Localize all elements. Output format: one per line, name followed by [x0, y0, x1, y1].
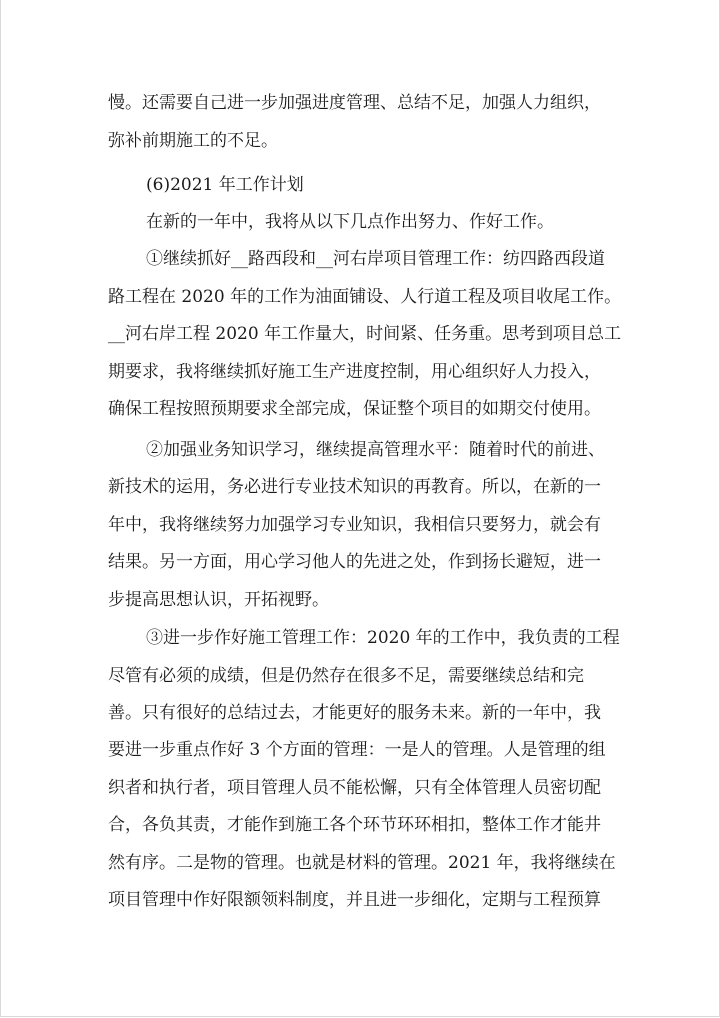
text-line: 路工程在 2020 年的工作为油面铺设、人行道工程及项目收尾工作。	[108, 287, 622, 307]
text-line: __河右岸工程 2020 年工作量大，时间紧、任务重。思考到项目总工	[108, 324, 622, 344]
text-line: 善。只有很好的总结过去，才能更好的服务未来。新的一年中，我	[108, 703, 601, 723]
text-line: 步提高思想认识，开拓视野。	[108, 590, 329, 610]
text-line: 尽管有必须的成绩，但是仍然存在很多不足，需要继续总结和完	[108, 666, 584, 686]
text-line: 年中，我将继续努力加强学习专业知识，我相信只要努力，就会有	[108, 515, 601, 535]
text-line: ①继续抓好__路西段和__河右岸项目管理工作：纺四路西段道	[146, 249, 605, 269]
text-line: 新技术的运用，务必进行专业技术知识的再教育。所以，在新的一	[108, 477, 601, 497]
text-line: 然有序。二是物的管理。也就是材料的管理。2021 年，我将继续在	[108, 853, 616, 873]
text-line: 弥补前期施工的不足。	[108, 131, 278, 151]
text-line: 确保工程按照预期要求全部完成，保证整个项目的如期交付使用。	[108, 399, 601, 419]
section-heading: (6)2021 年工作计划	[146, 175, 304, 195]
text-line: 项目管理中作好限额领料制度，并且进一步细化，定期与工程预算	[108, 890, 601, 910]
text-line: ②加强业务知识学习，继续提高管理水平：随着时代的前进、	[146, 440, 605, 460]
text-line: 要进一步重点作好 3 个方面的管理：一是人的管理。人是管理的组	[108, 740, 606, 760]
text-line: 合，各负其责，才能作到施工各个环节环环相扣，整体工作才能井	[108, 815, 601, 835]
text-line: ③进一步作好施工管理工作：2020 年的工作中，我负责的工程	[146, 628, 620, 648]
text-line: 结果。另一方面，用心学习他人的先进之处，作到扬长避短，进一	[108, 552, 601, 572]
text-line: 期要求，我将继续抓好施工生产进度控制，用心组织好人力投入，	[108, 362, 601, 382]
text-line: 在新的一年中，我将从以下几点作出努力、作好工作。	[146, 212, 554, 232]
text-line: 织者和执行者，项目管理人员不能松懈，只有全体管理人员密切配	[108, 778, 601, 798]
text-line: 慢。还需要自己进一步加强进度管理、总结不足，加强人力组织，	[108, 93, 601, 113]
